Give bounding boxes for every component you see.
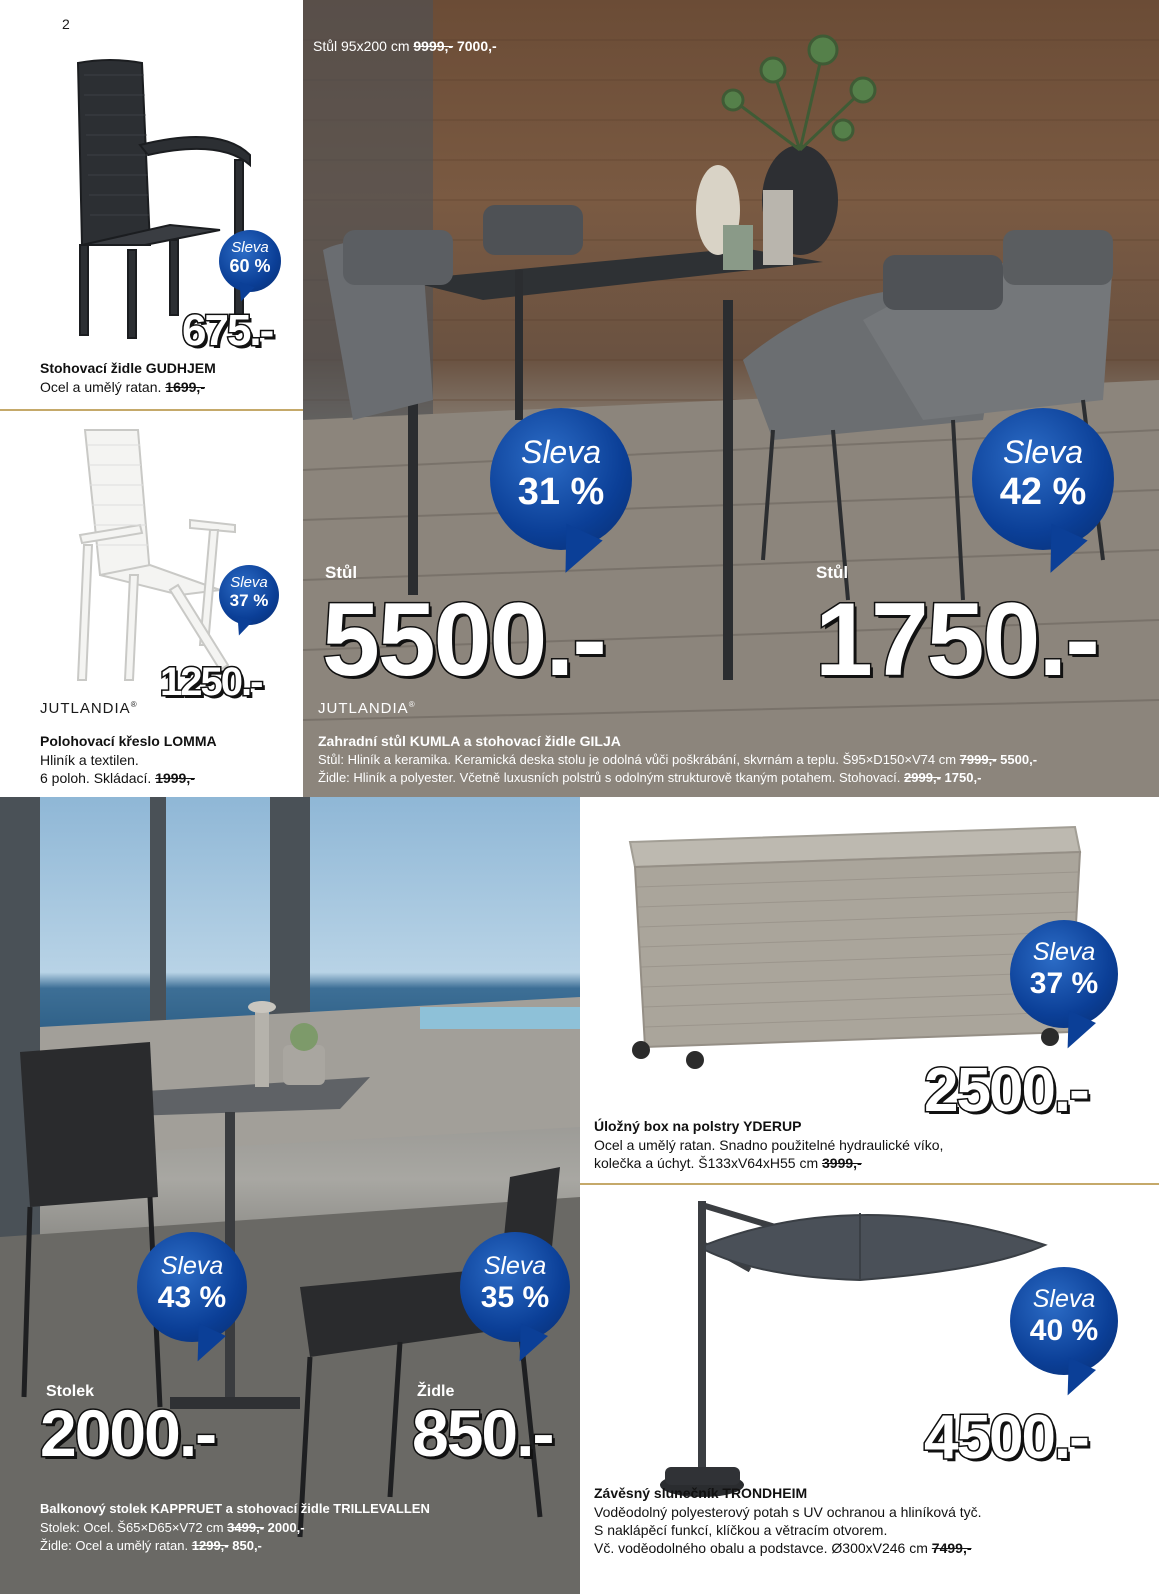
kumla-top-note <box>313 38 497 54</box>
divider-left-top <box>0 409 303 411</box>
trondheim-price: 4500.- <box>924 1403 1088 1472</box>
yderup-line1: Ocel a umělý ratan. Snadno použitelné hydraulické víko, <box>594 1137 944 1153</box>
badge-label: Sleva <box>230 574 268 591</box>
brand-mark: ® <box>408 700 416 709</box>
kumla-line2 <box>318 769 981 787</box>
gudhjem-price: 675.- <box>182 306 273 355</box>
yderup-line2-text: kolečka a úchyt. Š133xV64xH55 cm <box>594 1155 819 1171</box>
trondheim-discount-badge <box>1010 1267 1118 1375</box>
kappruet-line2-old-price: 1299,- <box>191 1538 229 1553</box>
trondheim-old-price: 7499,- <box>931 1540 972 1556</box>
kumla-title: Zahradní stůl KUMLA a stohovací židle GILJA <box>318 733 621 749</box>
kumla-table-discount-badge <box>490 408 632 550</box>
kumla-brand-logo <box>318 700 416 717</box>
kappruet-line2-text: Židle: Ocel a umělý ratan. <box>40 1538 189 1553</box>
kumla-label-chair: Stůl <box>816 563 849 582</box>
top-note-new-price: 7000,- <box>456 38 497 54</box>
kappruet-photo <box>0 797 580 1594</box>
badge-label: Sleva <box>1032 1285 1096 1313</box>
lomma-discount-badge <box>219 565 279 625</box>
gudhjem-discount-badge <box>219 230 281 292</box>
kappruet-label-chair: Židle <box>417 1383 455 1400</box>
kumla-line2-text: Židle: Hliník a polyester. Včetně luxusních polstrů s odolným strukturově tkaným potahem. Stohovací. <box>318 770 901 785</box>
kappruet-line1-new-price: 2000,- <box>267 1520 305 1535</box>
kumla-label-table: Stůl <box>325 563 358 582</box>
lomma-old-price: 1999,- <box>155 770 195 786</box>
kappruet-title: Balkonový stolek KAPPRUET a stohovací židle TRILLEVALLEN <box>40 1501 430 1516</box>
kumla-price-chair: 1750.- <box>815 582 1098 698</box>
trondheim-title: Závěsný slunečník TRONDHEIM <box>594 1485 808 1501</box>
yderup-old-price: 3999,- <box>822 1155 862 1171</box>
trondheim-line3 <box>594 1539 972 1557</box>
lomma-title: Polohovací křeslo LOMMA <box>40 733 217 749</box>
kappruet-line2-new-price: 850,- <box>232 1538 262 1553</box>
badge-percent: 43 % <box>157 1281 227 1314</box>
kappruet-table-discount-badge <box>137 1232 247 1342</box>
yderup-price: 2500.- <box>924 1056 1088 1125</box>
kumla-line1 <box>318 751 1037 769</box>
brand-name: JUTLANDIA <box>318 700 409 717</box>
gudhjem-old-price: 1699,- <box>165 379 205 395</box>
trondheim-line3-text: Vč. voděodolného obalu a podstavce. Ø300xV246 cm <box>594 1540 928 1556</box>
badge-percent: 60 % <box>229 256 271 276</box>
lomma-line2 <box>40 769 195 787</box>
kumla-chair-discount-badge <box>972 408 1114 550</box>
kumla-price-table: 5500.- <box>322 582 605 698</box>
badge-percent: 37 % <box>229 591 269 610</box>
brand-mark: ® <box>130 700 138 709</box>
badge-label: Sleva <box>483 1252 547 1280</box>
kumla-line1-text: Stůl: Hliník a keramika. Keramická deska stolu je odolná vůči poškrábání, skvrnám a teplu. Š95×D150×V74 cm <box>318 752 957 767</box>
kappruet-price-table: 2000.- <box>40 1396 216 1470</box>
badge-percent: 42 % <box>999 471 1087 513</box>
divider-right-bottom <box>580 1183 1159 1185</box>
kappruet-line1 <box>40 1519 305 1537</box>
gudhjem-title: Stohovací židle GUDHJEM <box>40 360 216 376</box>
kappruet-line2 <box>40 1537 262 1555</box>
badge-percent: 31 % <box>517 471 605 513</box>
lomma-chair-image <box>70 425 245 690</box>
page-number: 2 <box>62 16 70 32</box>
trondheim-line1: Voděodolný polyesterový potah s UV ochranou a hliníková tyč. <box>594 1504 982 1520</box>
gudhjem-description <box>40 378 205 396</box>
badge-label: Sleva <box>231 239 269 256</box>
trondheim-line2: S naklápěcí funkcí, klíčkou a větracím otvorem. <box>594 1522 888 1538</box>
gudhjem-chair-image <box>70 55 260 340</box>
badge-percent: 35 % <box>480 1281 550 1314</box>
badge-label: Sleva <box>1002 434 1084 470</box>
lomma-line1: Hliník a textilen. <box>40 752 139 768</box>
kappruet-chair-discount-badge <box>460 1232 570 1342</box>
top-note-text: Stůl 95x200 cm <box>313 38 410 54</box>
badge-label: Sleva <box>520 434 602 470</box>
yderup-title: Úložný box na polstry YDERUP <box>594 1118 802 1134</box>
gudhjem-desc-text: Ocel a umělý ratan. <box>40 379 162 395</box>
kumla-line2-new-price: 1750,- <box>944 770 982 785</box>
kumla-line1-new-price: 5500,- <box>1000 752 1038 767</box>
badge-label: Sleva <box>1032 938 1096 966</box>
kappruet-line1-old-price: 3499,- <box>227 1520 265 1535</box>
kumla-line1-old-price: 7999,- <box>959 752 997 767</box>
kappruet-label-table: Stolek <box>46 1383 95 1400</box>
kumla-line2-old-price: 2999,- <box>904 770 941 785</box>
lomma-brand-logo <box>40 700 138 717</box>
badge-label: Sleva <box>160 1252 224 1280</box>
top-note-old-price: 9999,- <box>413 38 454 54</box>
yderup-discount-badge <box>1010 920 1118 1028</box>
lomma-price: 1250.- <box>160 660 262 704</box>
yderup-line2 <box>594 1154 862 1172</box>
brand-name: JUTLANDIA <box>40 700 131 717</box>
badge-percent: 40 % <box>1029 1314 1099 1347</box>
kappruet-line1-text: Stolek: Ocel. Š65×D65×V72 cm <box>40 1520 224 1535</box>
balcony-scene <box>0 797 580 1594</box>
lomma-line2-text: 6 poloh. Skládací. <box>40 770 152 786</box>
kappruet-price-chair: 850.- <box>412 1396 553 1470</box>
badge-percent: 37 % <box>1029 967 1099 1000</box>
